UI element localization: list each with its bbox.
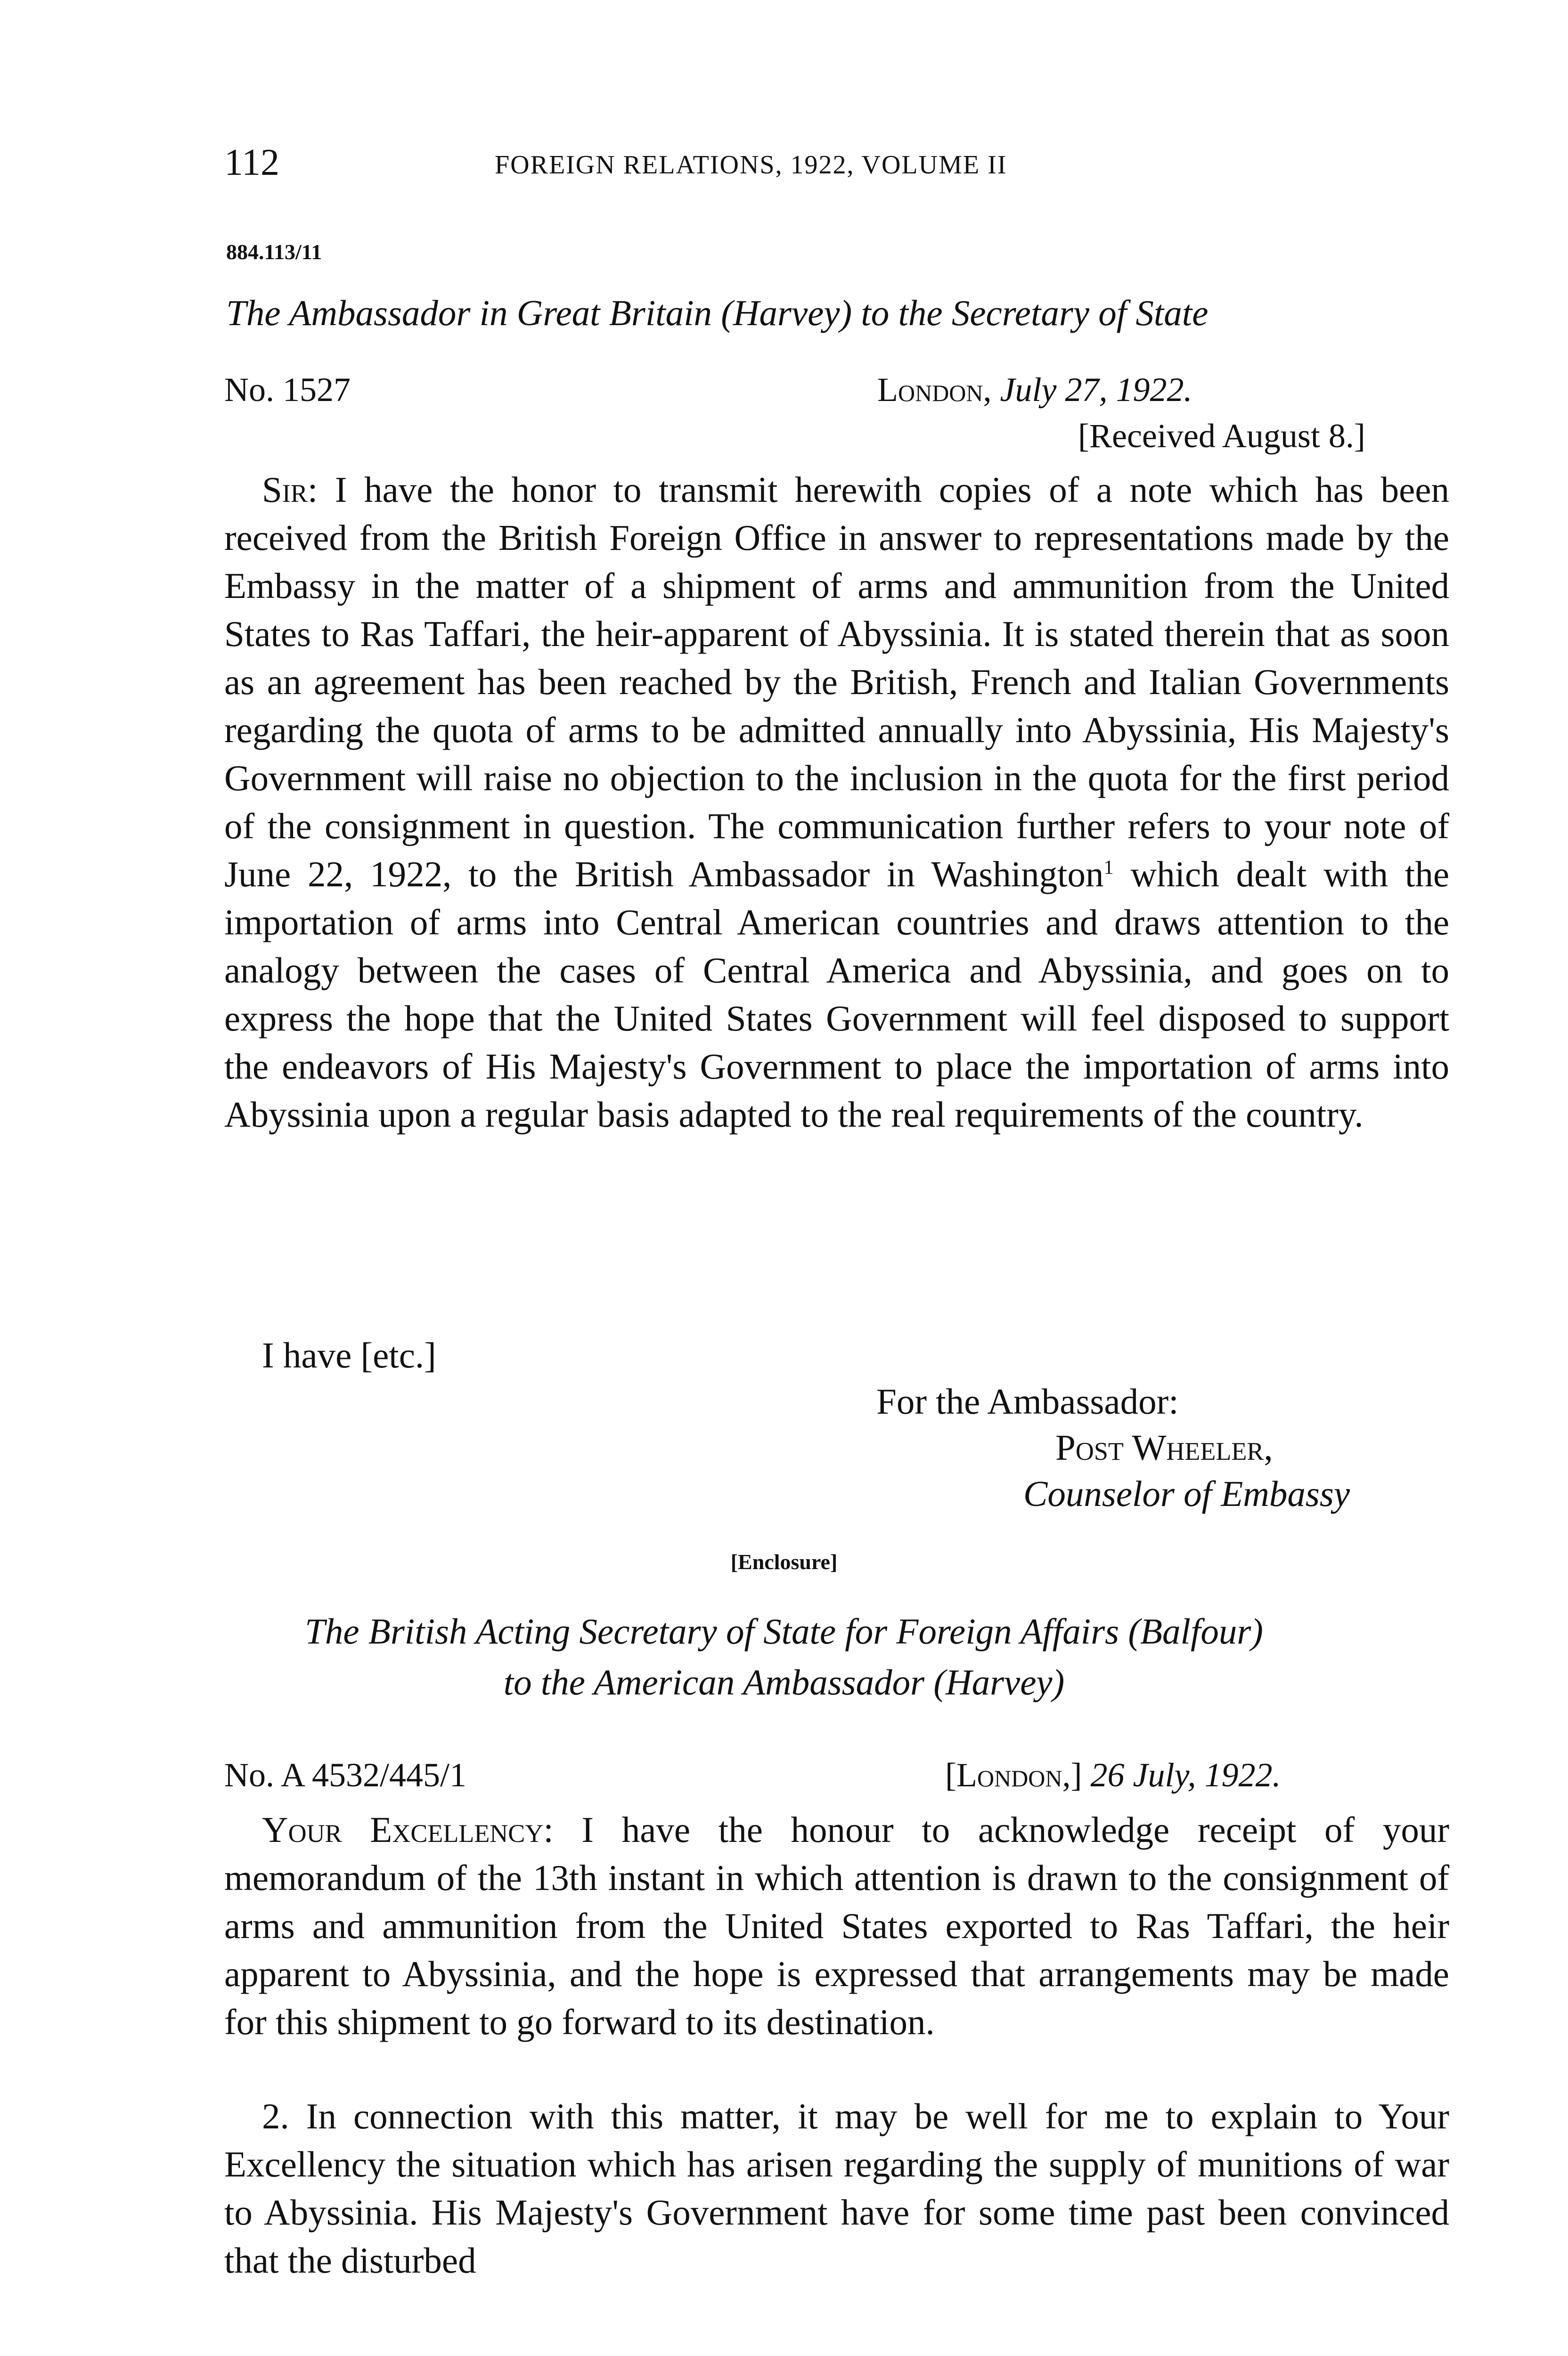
enclosure-place: London [956,1756,1062,1794]
enclosure-date: 26 July, 1922. [1090,1756,1281,1794]
received-note: [Received August 8.] [1078,417,1365,455]
enclosure-dateline [945,1756,1281,1795]
closing: I have [etc.] [262,1335,436,1375]
bracket-open: [ [945,1756,956,1794]
signature-lead: For the Ambassador: [876,1381,1179,1422]
salutation: Sir [262,469,308,510]
enclosure-heading-line-1: The British Acting Secretary of State for Foreign Affairs (Balfour) [305,1611,1263,1652]
dateline-place: London [877,371,983,409]
body-text-part-2: which dealt with the importation of arms into Central American countries and draws attention to the analogy between the cases of Central America and Abyssinia, and goes on to express the hope that the United States Government will feel disposed to support the endeavors of His Majesty's Government to place the importation of arms into Abyssinia upon a regular basis adapted to the real requirements of the country. [224,854,1449,1135]
signature-name: Post Wheeler, [1055,1427,1273,1468]
enclosure-salutation: Your Excellency [262,1809,544,1850]
footnote-reference: 1 [1103,856,1114,879]
enclosure-heading-line-2: to the American Ambassador (Harvey) [503,1662,1065,1702]
running-header: FOREIGN RELATIONS, 1922, VOLUME II [495,150,1007,180]
document-heading: The Ambassador in Great Britain (Harvey) to the Secretary of State [226,293,1209,333]
body-text-part-1: : I have the honor to transmit herewith copies of a note which has been received from the British Foreign Office in answer to representations made by the Embassy in the matter of a shipment of arms and ammunition from the United States to Ras Taffari, the heir-apparent of Abyssinia. It is stated therein that as soon as an agreement has been reached by the British, French and Italian Governments regarding the quota of arms to be admitted annually into Abyssinia, His Majesty's Government will raise no objection to the inclusion in the quota for the first period of the consignment in question. The communication further refers to your note of June 22, 1922, to the British Ambassador in Washington [224,469,1449,894]
dateline-comma: , [983,371,1000,409]
enclosure-label: [Enclosure] [730,1550,838,1574]
page-number: 112 [224,142,280,183]
bracket-close: ,] [1062,1756,1082,1794]
enclosure-paragraph-1 [224,1806,1449,2046]
letter-body [224,466,1449,1138]
dateline-date: July 27, 1922. [1000,371,1192,409]
dateline [877,370,1192,409]
file-number: 884.113/11 [226,240,322,264]
enclosure-number: No. A 4532/445/1 [224,1756,467,1794]
document-number: No. 1527 [224,371,351,409]
signature-title: Counselor of Embassy [1023,1473,1350,1514]
enclosure-para-1-text: : I have the honour to acknowledge receipt of your memorandum of the 13th instant in which attention is drawn to the consignment of arms and ammunition from the United States exported to Ras Taffari, the heir apparent to Abyssinia, and the hope is expressed that arrangements may be made for this shipment to go forward to its destination. [224,1809,1450,2042]
enclosure-paragraph-2: 2. In connection with this matter, it may be well for me to explain to Your Excellency the situation which has arisen regarding the supply of munitions of war to Abyssinia. His Majesty's Government have for some time past been convinced that the disturbed [224,2096,1449,2281]
